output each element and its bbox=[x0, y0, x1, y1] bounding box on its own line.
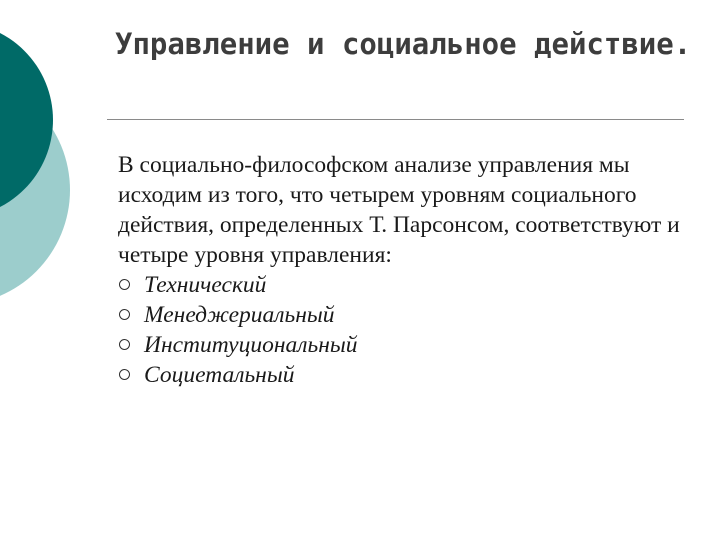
intro-paragraph: В социально-философском анализе управления мы исходим из того, что четырем уровням социального действия, определенных Т. Парсонсом, соответствуют и четыре уровня управления: bbox=[118, 152, 680, 268]
hollow-circle-bullet-icon bbox=[119, 279, 130, 290]
slide-decoration-circles bbox=[0, 0, 110, 300]
list-item bbox=[118, 360, 698, 390]
hollow-circle-bullet-icon bbox=[119, 369, 130, 380]
slide-body bbox=[118, 150, 698, 390]
list-item bbox=[118, 330, 698, 360]
list-item-label: Технический bbox=[144, 272, 267, 298]
list-item-label: Институциональный bbox=[144, 332, 358, 358]
levels-list bbox=[118, 270, 698, 390]
hollow-circle-bullet-icon bbox=[119, 309, 130, 320]
hollow-circle-bullet-icon bbox=[119, 339, 130, 350]
list-item bbox=[118, 270, 698, 300]
title-divider bbox=[107, 119, 684, 120]
list-item-label: Менеджериальный bbox=[144, 302, 335, 328]
list-item bbox=[118, 300, 698, 330]
slide-title: Управление и социальное действие. bbox=[115, 27, 692, 61]
list-item-label: Социетальный bbox=[144, 362, 295, 388]
